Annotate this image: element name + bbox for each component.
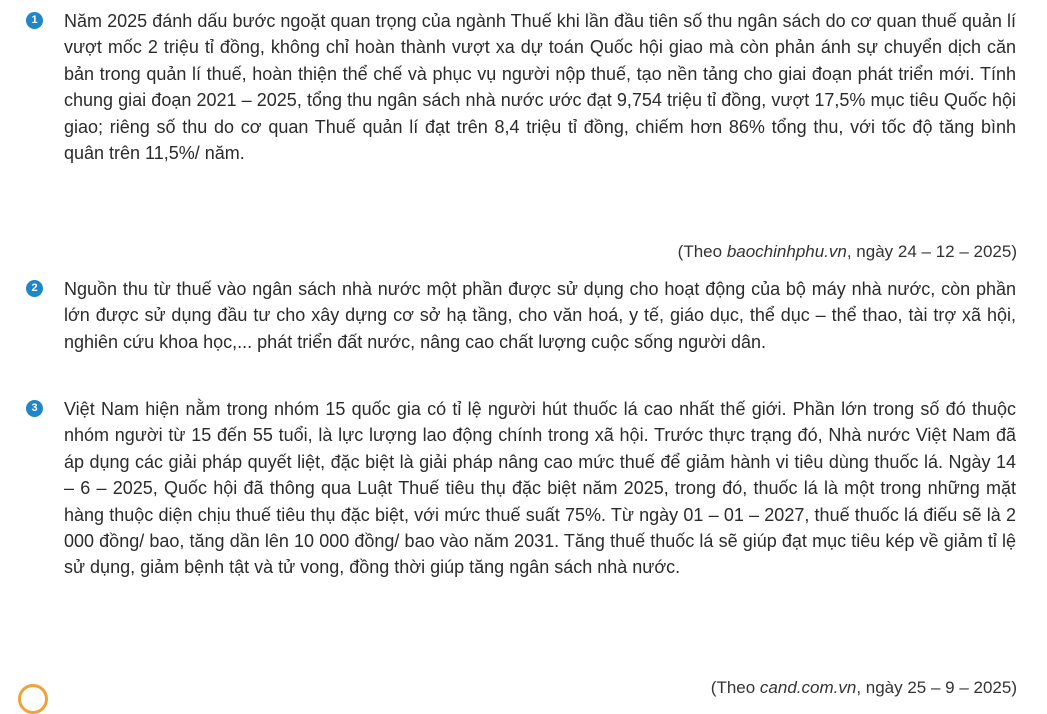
numbered-paragraph-3	[31, 396, 1016, 581]
decorative-circle-icon	[18, 684, 48, 714]
number-badge-icon: 2	[26, 280, 43, 297]
number-badge-icon: 1	[26, 12, 43, 29]
numbered-paragraph-1	[31, 8, 1016, 166]
source-site: baochinhphu.vn	[726, 242, 847, 261]
paragraph-text: Năm 2025 đánh dấu bước ngoặt quan trọng của ngành Thuế khi lần đầu tiên số thu ngân sách do cơ quan thuế quản lí vượt mốc 2 triệu tỉ đồng, không chỉ hoàn thành vượt xa dự toán Quốc hội giao mà còn phản ánh sự chuyển dịch căn bản trong quản lí thuế, hoàn thiện thể chế và phục vụ người nộp thuế, tạo nền tảng cho giai đoạn phát triển mới. Tính chung giai đoạn 2021 – 2025, tổng thu ngân sách nhà nước ước đạt 9,754 triệu tỉ đồng, vượt 17,5% mục tiêu Quốc hội giao; riêng số thu do cơ quan Thuế quản lí đạt trên 8,4 triệu tỉ đồng, chiếm hơn 86% tổng thu, với tốc độ tăng bình quân trên 11,5%/ năm.	[64, 11, 1016, 164]
paragraph-text: Việt Nam hiện nằm trong nhóm 15 quốc gia có tỉ lệ người hút thuốc lá cao nhất thế giới. Phần lớn trong số đó thuộc nhóm người từ 15 đến 55 tuổi, là lực lượng lao động chính trong xã hội. Trước thực trạng đó, Nhà nước Việt Nam đã áp dụng các giải pháp quyết liệt, đặc biệt là giải pháp nâng cao mức thuế để giảm hành vi tiêu dùng thuốc lá. Ngày 14 – 6 – 2025, Quốc hội đã thông qua Luật Thuế tiêu thụ đặc biệt năm 2025, trong đó, thuốc lá là một trong những mặt hàng thuộc diện chịu thuế tiêu thụ đặc biệt, với mức thuế suất 75%. Từ ngày 01 – 01 – 2027, thuế thuốc lá điếu sẽ là 2 000 đồng/ bao, tăng dần lên 10 000 đồng/ bao vào năm 2031. Tăng thuế thuốc lá sẽ giúp đạt mục tiêu kép về giảm tỉ lệ sử dụng, giảm bệnh tật và tử vong, đồng thời giúp tăng ngân sách nhà nước.	[64, 399, 1016, 578]
source-citation-1: (Theo baochinhphu.vn, ngày 24 – 12 – 2025)	[677, 242, 1017, 261]
paragraph-text: Nguồn thu từ thuế vào ngân sách nhà nước một phần được sử dụng cho hoạt động của bộ máy nhà nước, còn phần lớn được sử dụng đầu tư cho xây dựng cơ sở hạ tầng, cho văn hoá, y tế, giáo dục, thể dục – thể thao, tài trợ xã hội, nghiên cứu khoa học,... phát triển đất nước, nâng cao chất lượng cuộc sống người dân.	[64, 279, 1016, 352]
source-citation-2: (Theo cand.com.vn, ngày 25 – 9 – 2025)	[710, 678, 1017, 697]
number-badge-icon: 3	[26, 400, 43, 417]
numbered-paragraph-2	[31, 276, 1016, 355]
source-site: cand.com.vn	[759, 678, 857, 697]
